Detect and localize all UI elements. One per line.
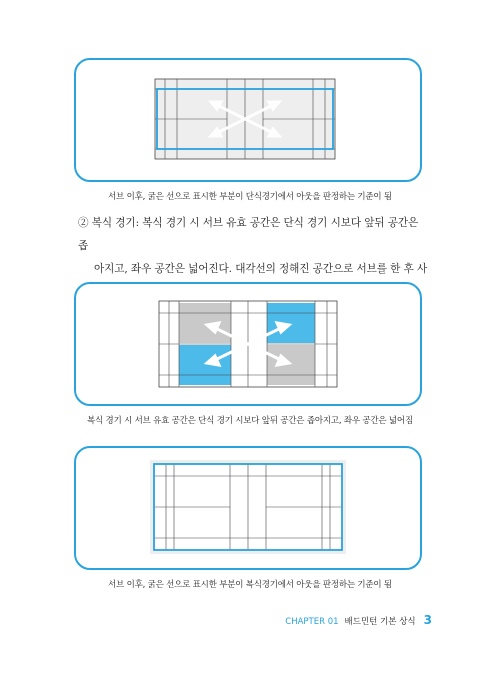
page-number: 3 bbox=[423, 613, 432, 627]
singles-court-diagram bbox=[155, 79, 335, 159]
paragraph-line-1: ② 복식 경기: 복식 경기 시 서브 유효 공간은 단식 경기 시보다 앞뒤 공간은 좁 bbox=[78, 217, 419, 252]
service-box-gray-bottom-right bbox=[267, 345, 315, 385]
chapter-label: CHAPTER 01 bbox=[285, 617, 339, 627]
paragraph-line-2: 아지고, 좌우 공간은 넓어진다. 대각선의 정해진 공간으로 서브를 한 후 사 bbox=[94, 263, 428, 275]
figure-3-caption: 서브 이후, 굵은 선으로 표시한 부분이 복식경기에서 아웃을 판정하는 기준이 됨 bbox=[108, 580, 392, 590]
doubles-court-diagram bbox=[150, 460, 346, 554]
service-box-blue-bottom-left bbox=[179, 345, 231, 385]
doubles-service-court-diagram bbox=[159, 301, 337, 387]
page-footer bbox=[285, 613, 432, 627]
service-box-gray-top-left bbox=[179, 303, 231, 343]
section-title: 배드민턴 기본 상식 bbox=[344, 617, 416, 627]
figure-2-caption: 복식 경기 시 서브 유효 공간은 단식 경기 시보다 앞뒤 공간은 좁아지고, 좌우 공간은 넓어짐 bbox=[87, 416, 413, 426]
figure-1-caption: 서브 이후, 굵은 선으로 표시한 부분이 단식경기에서 아웃을 판정하는 기준이 됨 bbox=[108, 192, 392, 202]
service-box-blue-top-right bbox=[267, 303, 315, 343]
